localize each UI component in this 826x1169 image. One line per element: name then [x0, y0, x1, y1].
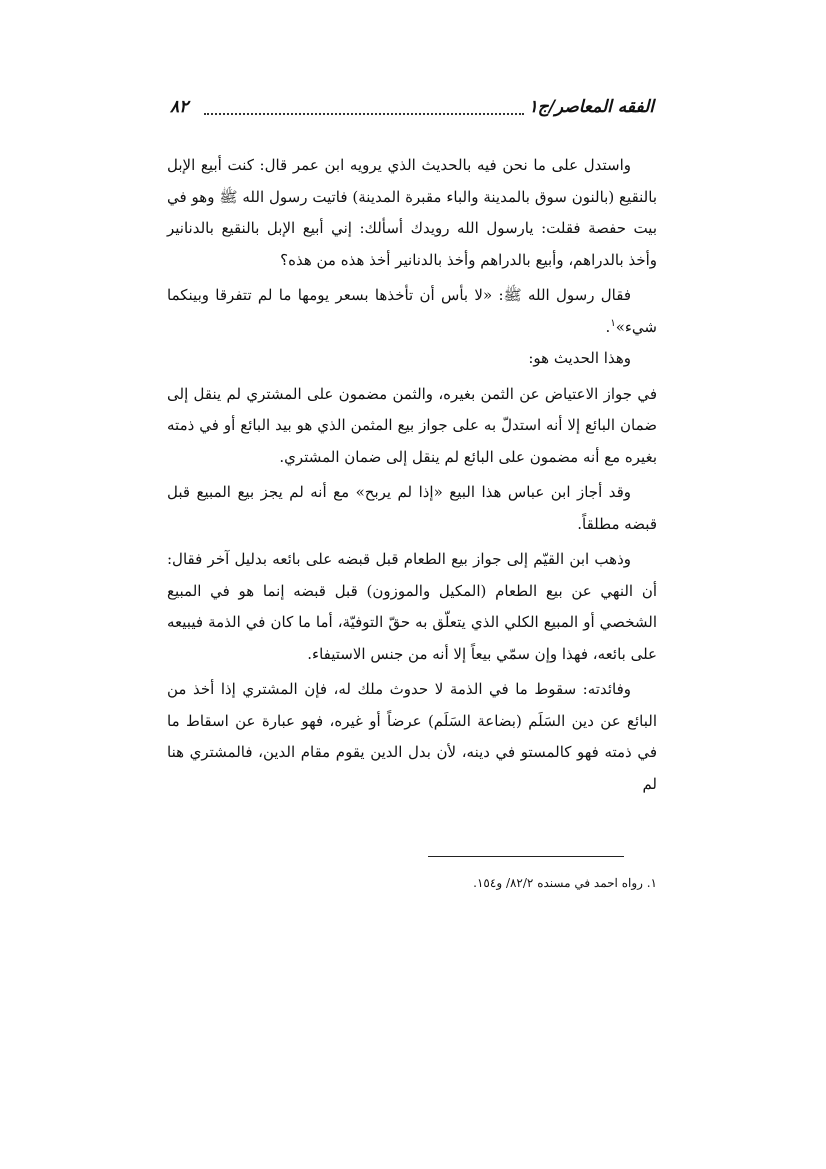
paragraph-prophet-reply	[167, 280, 657, 343]
footnote-1	[257, 874, 657, 892]
paragraph-text: وذهب ابن القيّم إلى جواز بيع الطعام قبل قبضه على بائعه بدليل آخر فقال: أن النهي عن بيع الطعام (المكيل والموزون) قبل قبضه إنما هو في المبيع الشخصي أو المبيع الكلي الذي يتعلّق به حقّ التوفيّة، أما ما كان في الذمة فيبيعه على بائعه، فهذا وإن سمّي بيعاً إلا أنه من جنس الاستيفاء.	[167, 550, 657, 663]
paragraph-text: وهذا الحديث هو:	[528, 349, 631, 367]
paragraph-hadith-intro	[167, 343, 657, 375]
body-text	[167, 150, 657, 800]
paragraph-text: في جواز الاعتياض عن الثمن بغيره، والثمن مضمون على المشتري لم ينقل إلى ضمان البائع إلا أنه استدلّ به على جواز بيع المثمن الذي هو بيد البائع أو في ذمته بغيره مع أنه مضمون على البائع لم ينقل إلى ضمان المشتري.	[167, 384, 657, 466]
paragraph-exchange-price	[167, 379, 657, 474]
footnote-reference[interactable]: ١	[610, 317, 616, 329]
header-dotted-leader	[204, 113, 524, 115]
paragraph-ibn-qayyim	[167, 544, 657, 670]
page-number: ٨٢	[170, 97, 189, 117]
paragraph-benefit	[167, 674, 657, 800]
footnote-text: . رواه احمد في مسنده ٨٢/٢/ و١٥٤.	[473, 876, 651, 890]
paragraph-hadith-ibn-umar	[167, 150, 657, 276]
paragraph-text: واستدل على ما نحن فيه بالحديث الذي يرويه ابن عمر قال: كنت أبيع الإبل بالنقيع (بالنون سوق بالمدينة والباء مقبرة المدينة) فاتيت رسول الله ﷺ وهو في بيت حفصة فقلت: يارسول الله رويدك أسألك: إني أبيع الإبل بالنقيع بالدنانير وأخذ بالدراهم، وأبيع بالدراهم وأخذ بالدنانير أخذ هذه من هذه؟	[167, 156, 657, 269]
paragraph-ibn-abbas	[167, 477, 657, 540]
paragraph-text: فقال رسول الله ﷺ: «لا بأس أن تأخذها بسعر يومها ما لم تتفرقا وبينكما شيء»	[167, 286, 657, 336]
running-header-title: الفقه المعاصر/ج١	[528, 97, 654, 117]
paragraph-text: وفائدته: سقوط ما في الذمة لا حدوث ملك له، فإن المشتري إذا أخذ من البائع عن دين السَلَم (بضاعة السَلَم) عرضاً أو غيره، فهو عبارة عن اسقاط ما في ذمته فهو كالمستو في دينه، لأن بدل الدين يقوم مقام الدين، فالمشتري هنا لم	[167, 680, 658, 793]
running-header	[170, 97, 654, 127]
footnote-separator	[428, 856, 624, 857]
footnote-number: ١	[650, 876, 657, 890]
paragraph-tail: .	[605, 317, 611, 336]
paragraph-text: وقد أجاز ابن عباس هذا البيع «إذا لم يربح» مع أنه لم يجز بيع المبيع قبل قبضه مطلقاً.	[167, 483, 657, 533]
